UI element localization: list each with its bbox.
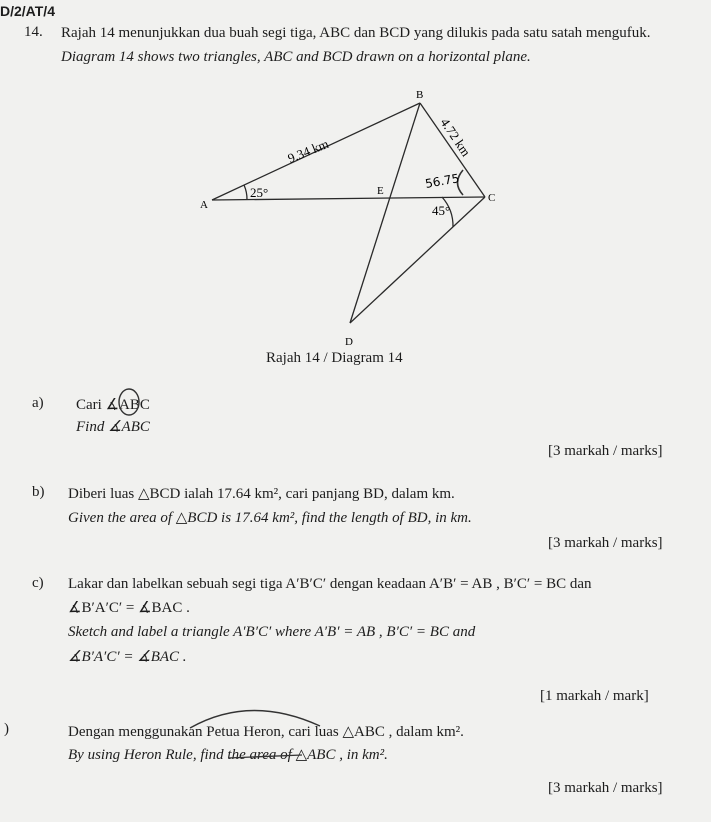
part-a-marks: [3 markah / marks] bbox=[548, 443, 663, 459]
point-label-c: C bbox=[488, 192, 496, 204]
point-label-a: A bbox=[200, 199, 208, 211]
handwritten-strike-mark bbox=[226, 752, 306, 764]
part-a-label: a) bbox=[32, 395, 44, 411]
part-c-english-line1: Sketch and label a triangle A′B′C′ where A′B′ = AB , B′C′ = BC and bbox=[68, 624, 476, 640]
point-label-d: D bbox=[345, 336, 353, 348]
part-c-label: c) bbox=[32, 575, 44, 591]
question-number: 14. bbox=[24, 24, 43, 40]
side-label-bc: 4.72 km bbox=[437, 115, 474, 160]
diagram-caption: Rajah 14 / Diagram 14 bbox=[266, 350, 403, 366]
handwritten-angle-label: 56.75 bbox=[424, 171, 461, 191]
part-c-malay-line2: ∡B′A′C′ = ∡BAC . bbox=[68, 600, 190, 616]
question-text-english: Diagram 14 shows two triangles, ABC and BCD drawn on a horizontal plane. bbox=[61, 49, 531, 65]
question-text-malay: Rajah 14 menunjukkan dua buah segi tiga, ABC dan BCD yang dilukis pada satu satah mengufuk. bbox=[61, 25, 651, 41]
triangle-diagram bbox=[0, 0, 711, 348]
part-c-english-line2: ∡B′A′C′ = ∡BAC . bbox=[68, 649, 187, 665]
point-label-e: E bbox=[377, 185, 384, 197]
side-label-ab: 9.34 km bbox=[285, 135, 331, 166]
part-b-malay: Diberi luas △BCD ialah 17.64 km², cari panjang BD, dalam km. bbox=[68, 486, 455, 502]
part-a-malay: Cari ∡ABC bbox=[76, 397, 150, 413]
point-label-b: B bbox=[416, 89, 424, 101]
part-c-malay-line1: Lakar dan labelkan sebuah segi tiga A′B′C′ dengan keadaan A′B′ = AB , B′C′ = BC dan bbox=[68, 576, 592, 592]
part-b-english: Given the area of △BCD is 17.64 km², find the length of BD, in km. bbox=[68, 510, 472, 526]
angle-label-c: 45° bbox=[432, 203, 451, 218]
part-b-marks: [3 markah / marks] bbox=[548, 535, 663, 551]
part-d-marks: [3 markah / marks] bbox=[548, 780, 663, 796]
angle-label-a: 25° bbox=[250, 185, 269, 200]
part-b-label: b) bbox=[32, 484, 45, 500]
angle-arc-a bbox=[244, 185, 247, 200]
part-c-marks: [1 markah / mark] bbox=[540, 688, 649, 704]
handwritten-circle-mark bbox=[116, 387, 142, 417]
part-d-label: ) bbox=[4, 721, 9, 737]
part-d-malay: Dengan menggunakan Petua Heron, cari luas △ABC , dalam km². bbox=[68, 724, 464, 740]
part-d-english: By using Heron Rule, find the area of △ABC , in km². bbox=[68, 747, 388, 763]
handwritten-arc-mark bbox=[180, 698, 340, 748]
part-a-english: Find ∡ABC bbox=[76, 419, 150, 435]
page-header: D/2/AT/4 bbox=[0, 3, 55, 19]
